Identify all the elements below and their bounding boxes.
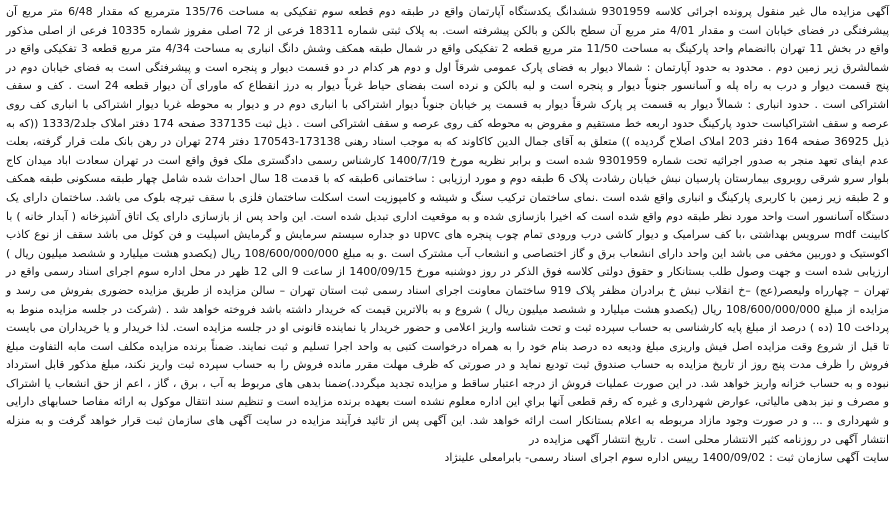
notice-body: آگهی مزایده مال غیر منقول پرونده اجرائی کلاسه 9301959 ششدانگ یکدستگاه آپارتمان واقع در طبقه دوم قطعه سوم تفکیکی به مساحت 135/76 مترمربع که مقدار 6/48 متر مربع آن پیشرفتگی در فضای خیابان است و مقدار 4/01 متر مربع آن سطح بالکن و بالکن پیشرفته است. به پلاک ثبتی شماره 18311 فرعی از 72 اصلی مفروز شماره 10335 فرعی از اصلی مذکور واقع در بخش 11 تهران باانضمام واحد پارکینگ به مساحت 11/50 متر مربع قطعه 2 تفکیکی واقع در شمال طبقه همکف وشش دانگ انباری به مساحت 4/34 متر مربع قطعه 3 تفکیکی واقع در شمالشرق زیر زمین دوم . محدود به حدود آپارتمان : شمالا دیوار به فضای پارک عمومی شرقاً اول و دوم هر کدام در دو قسمت دیوار و پنجره است و پیشرفتگی است به فضای خیابان دوم در پنج قسمت دیوار و درب به راه پله و آسانسور جنوباً دیوار و پنجره است و لبه بالکن و نرده است بفضای حیاط غرباً دیوار به درز انقطاع که ماورای آن دیوار قطعه 24 است . کف و سقف اشتراکی است . حدود انباری : شمالاً دیوار به قسمت پر پارک شرقاً دیوار به قسمت پر خیابان جنوباً دیوار اشتراکی با انباری دوم در و دیوار به محوطه غربا دیوار اشتراکی با انباری کف روی عرصه و سقف اشتراکیاست حدود پارکینگ حدود اربعه خط مستقیم و مفروض به محوطه کف روی عرصه و سقف اشتراکی است . ذیل ثبت 337135 صفحه 174 دفتر املاک جلد1333/2 ((که به ذیل 36925 صفحه 164 دفتر 203 املاک اصلاح گردیده )) متعلق به آقای جمال الدین کاکاوند که به موجب اسناد رهنی 173138-170543 دفتر 274 تهران در رهن بانک ملت قرار گرفته، بعلت عدم ایفای تعهد منجر به صدور اجرائیه تحت شماره 9301959 شده است و برابر نظریه مورخ 1400/7/19 کارشناس رسمی دادگستری ملک فوق واقع است در تهران سعادت اباد میدان کاج بلوار سرو شرقی روبروی بیمارستان پارسیان نبش خیابان رشادت پلاک 6 طبقه دوم و مورد ارزیابی : ساختمانی 6طبقه که با قدمت 18 سال احداث شده شامل چهار طبقه مسکونی طبقه همکف و 2 طبقه زیر زمین با کاربری پارکینگ و انباری واقع شده است .نمای ساختمان ترکیب سنگ و شیشه و کامپوزیت است اسکلت ساختمان فلزی با سقف تیرچه بلوک می باشد. ساختمان دارای یک دستگاه آسانسور است واحد مورد نظر طبقه دوم واقع شده است که اخیرا بازسازی شده و به موقعیت اداری تبدیل شده است. این واحد پس از بازسازی دارای یک اتاق آشپزخانه ( آبدار خانه ) با کابینت mdf سرویس بهداشتی ،با کف سرامیک و دیوار کاشی درب ورودی تمام چوب پنجره های upvc دو جداره سیستم سرمایش و گرمایش اسپلیت و فن کوئل می باشد سقف از نوع کاذب اکوستیک و دوربین مخفی می باشد این واحد دارای انشعاب برق و گاز اختصاصی و انشعاب آب مشترک است .و به مبلغ 108/600/000/000 ریال (یکصدو هشت میلیارد و ششصد میلیون ریال ) ارزیابی شده است و جهت وصول طلب بستانکار و حقوق دولتی کلاسه فوق الذکر در روز دوشنبه مورخ 1400/09/15 از ساعت 9 الی 12 ظهر در محل اداره سوم اجرای اسناد رسمی واقع در تهران – چهارراه ولیعصر(عج) –خ انقلاب نبش خ برادران مظفر پلاک 919 ساختمان معاونت اجرای اسناد رسمی ثبت استان تهران – سالن مزایده از طریق مزایده حضوری بفروش می رسد و مزایده از مبلغ 108/600/000/000 ریال (یکصدو هشت میلیارد و ششصد میلیون ریال ) شروع و به بالاترین قیمت که خریدار داشته باشد فروخته خواهد شد . (شرکت در جلسه مزایده منوط به پرداخت 10 (ده ) درصد از مبلغ پایه کارشناسی به حساب سپرده ثبت و تحت شناسه واریز اعلامی و حضور خریدار یا نماینده قانونی او در جلسه مزایده است. لذا خریدار و یا خریداران می بایست تا قبل از شروع وقت مزایده اصل فیش واریزی مبلغ ودیعه ده درصد بنام خود را به همراه درخواست کتبی به واحد اجرا تسلیم و ثبت نمایند. ضمناً برنده مزایده مکلف است مابه التفاوت مبلغ فروش را ظرف مدت پنج روز از تاریخ مزایده به حساب صندوق ثبت تودیع نماید و در صورتی که ظرف مهلت مقرر مانده فروش را به حساب سپرده ثبت واریز نکند، مبلغ مذکور قابل استرداد نبوده و به حساب خزانه واریز خواهد شد. در این صورت عملیات فروش از درجه اعتبار ساقط و مزایده تجدید میگردد.)ضمنا بدهی های مربوط به آب ، برق ، گاز ، اعم از حق انشعاب یا اشتراک و مصرف و نیز بدهی مالیاتی، عوارض شهرداری و غیره که رقم قطعی آنها براي اين اداره معلوم نشده است بعهده برنده مزایده است و تنظیم سند انتقال موکول به ارائه مفاصا حسابهای دارایی و شهرداری و ... و در صورت وجود مازاد مربوطه به اعلام بستانکار است ارائه خواهد شد. این آگهی پس از تائید فرآیند مزایده در سایت آگهی های سازمان ثبت قرار خواهد گرفت و به منزله انتشار آگهی در روزنامه کثیر الانتشار محلی است . تاریخ انتشار آگهی مزایده در	[6, 5, 890, 446]
notice-signature: سایت آگهی سازمان ثبت : 1400/09/02 رییس اداره سوم اجرای اسناد رسمی- بابرامعلی علینژاد	[444, 451, 889, 465]
